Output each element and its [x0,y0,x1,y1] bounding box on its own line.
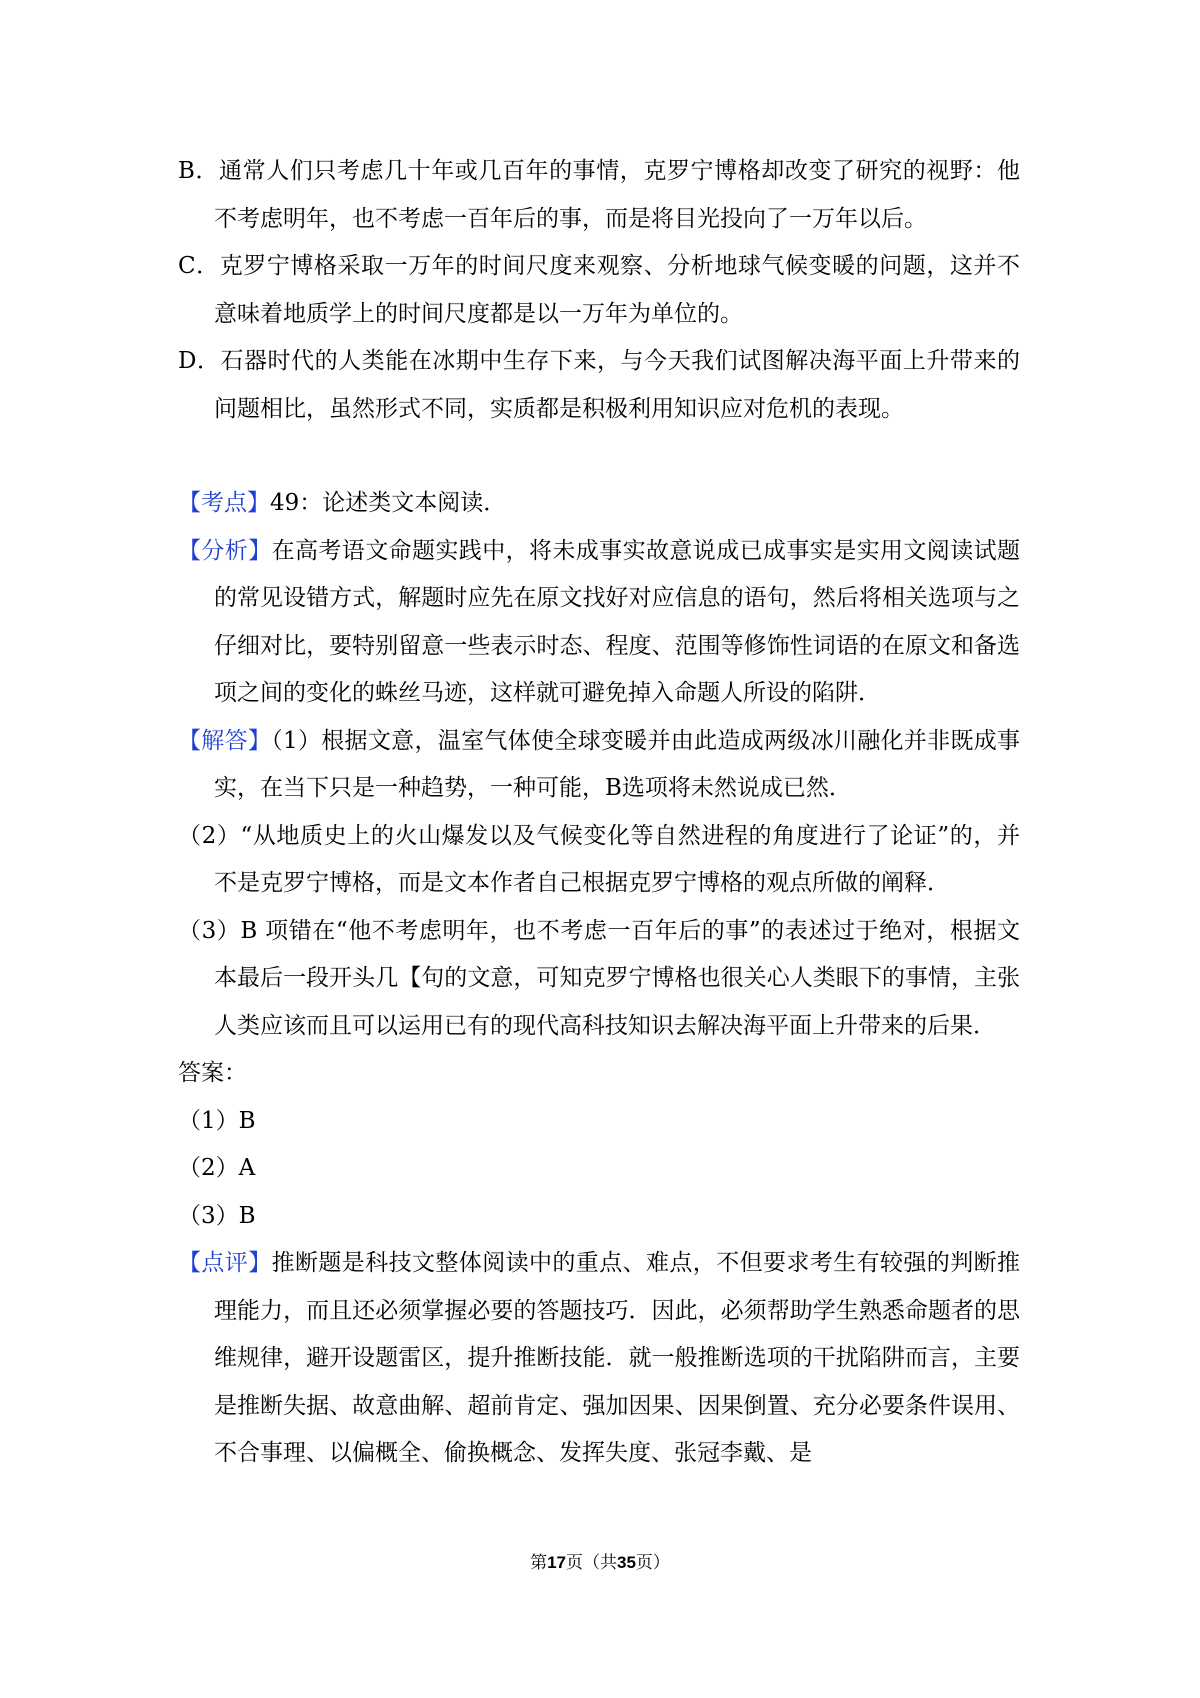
footer-prefix: 第 [530,1553,548,1573]
answer-label: 答案： [178,1060,247,1086]
page-content [178,148,1020,1478]
dianping-section [178,1240,1020,1478]
footer-page-number: 17 [547,1553,566,1572]
footer-mid: 页（共 [566,1553,617,1573]
kaodian-tag: 【考点】 [178,490,270,516]
footer-total-pages: 35 [617,1553,636,1572]
jieda-section [178,718,1020,813]
footer-suffix: 页） [635,1553,670,1573]
answer-item-2: （2）A [178,1155,256,1181]
option-c: C．克罗宁博格采取一万年的时间尺度来观察、分析地球气候变暖的问题，这并不意味着地质学上的时间尺度都是以一万年为单位的。 [178,253,1020,327]
kaodian-text: 49：论述类文本阅读． [270,490,507,516]
option-b: B．通常人们只考虑几十年或几百年的事情，克罗宁博格却改变了研究的视野：他不考虑明年，也不考虑一百年后的事，而是将目光投向了一万年以后。 [178,158,1020,232]
fenxi-section [178,528,1020,718]
jieda-tag: 【解答】 [178,727,272,754]
jieda-item-2: （2）“从地质史上的火山爆发以及气候变化等自然进程的角度进行了论证”的，并不是克罗宁博格，而是文本作者自己根据克罗宁博格的观点所做的阐释． [178,822,1020,896]
kaodian-section [178,480,1020,528]
dianping-tag: 【点评】 [178,1250,272,1276]
fenxi-text: 在高考语文命题实践中，将未成事实故意说成已成事实是实用文阅读试题的常见设错方式，解题时应先在原文找好对应信息的语句，然后将相关选项与之仔细对比，要特别留意一些表示时态、程度、范围等修饰性词语的在原文和备选项之间的变化的蛛丝马迹，这样就可避免掉入命题人所设的陷阱． [214,537,1021,706]
fenxi-tag: 【分析】 [178,537,272,564]
section-gap [178,433,1020,480]
dianping-text: 推断题是科技文整体阅读中的重点、难点，不但要求考生有较强的判断推理能力，而且还必须掌握必要的答题技巧．因此，必须帮助学生熟悉命题者的思维规律，避开设题雷区，提升推断技能．就一般推断选项的干扰陷阱而言，主要是推断失据、故意曲解、超前肯定、强加因果、因果倒置、充分必要条件误用、不合事理、以偏概全、偷换概念、发挥失度、张冠李戴、是 [214,1250,1021,1466]
jieda-item-3: （3）B 项错在“他不考虑明年，也不考虑一百年后的事”的表述过于绝对，根据文本最后一段开头几【句的文意，可知克罗宁博格也很关心人类眼下的事情，主张人类应该而且可以运用已有的现代高科技知识去解决海平面上升带来的后果． [178,917,1020,1039]
page-footer [0,1548,1200,1573]
answer-item-3: （3）B [178,1202,256,1229]
answer-item-1: （1）B [178,1107,256,1134]
jieda-item-1: （1）根据文意，温室气体使全球变暖并由此造成两级冰川融化并非既成事实，在当下只是一种趋势，一种可能，B选项将未然说成已然． [214,727,1021,801]
option-d: D．石器时代的人类能在冰期中生存下来，与今天我们试图解决海平面上升带来的问题相比，虽然形式不同，实质都是积极利用知识应对危机的表现。 [178,348,1020,422]
